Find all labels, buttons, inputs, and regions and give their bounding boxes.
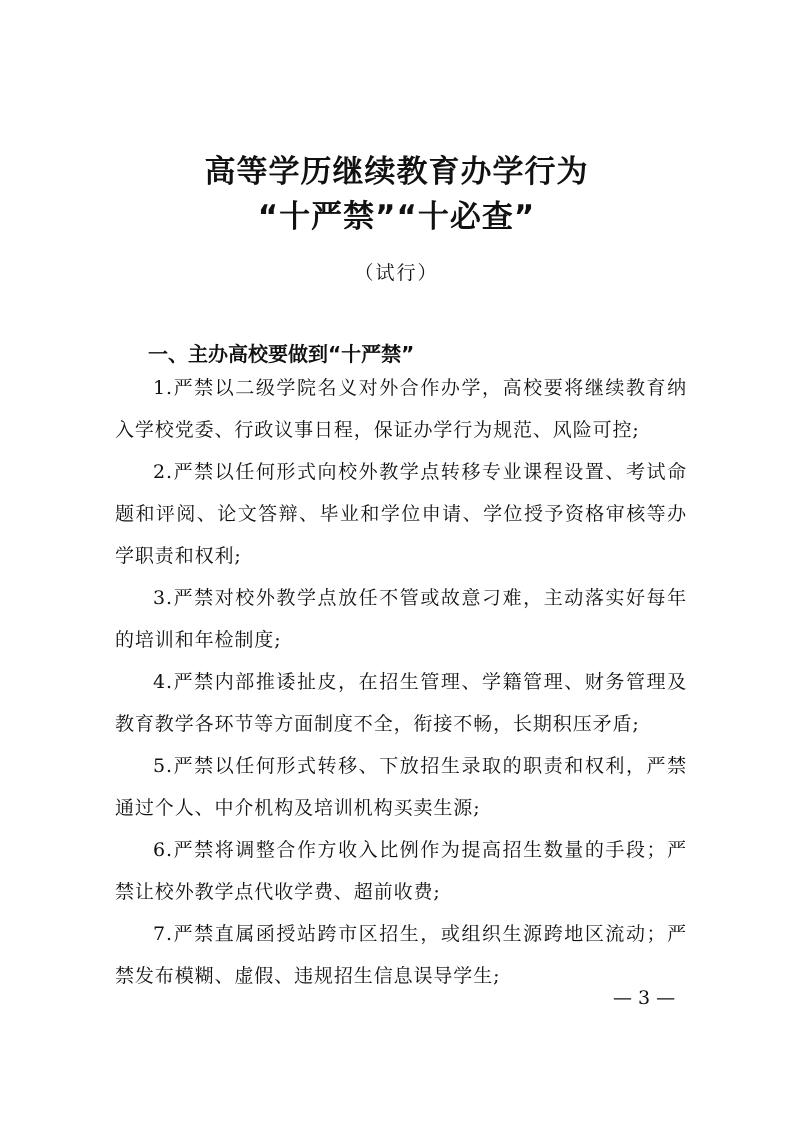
section-heading: 一、主办高校要做到“十严禁” <box>148 342 415 366</box>
rule-item-1: 1.严禁以二级学院名义对外合作办学，高校要将继续教育纳入学校党委、行政议事日程，保证办学行为规范、风险可控; <box>115 377 687 441</box>
rule-item-2: 2.严禁以任何形式向校外教学点转移专业课程设置、考试命题和评阅、论文答辩、毕业和学位申请、学位授予资格审核等办学职责和权利; <box>115 461 687 567</box>
document-title-line-1: 高等学历继续教育办学行为 <box>204 154 589 190</box>
rule-item-6: 6.严禁将调整合作方收入比例作为提高招生数量的手段；严禁让校外教学点代收学费、超前收费; <box>115 839 687 903</box>
document-title-line-2: “十严禁”“十必查” <box>257 199 536 235</box>
rule-item-5: 5.严禁以任何形式转移、下放招生录取的职责和权利，严禁通过个人、中介机构及培训机构买卖生源; <box>115 755 687 819</box>
page-number: — 3 — <box>613 987 676 1009</box>
document-subtitle: （试行） <box>354 262 439 284</box>
rule-item-3: 3.严禁对校外教学点放任不管或故意刁难，主动落实好每年的培训和年检制度; <box>115 587 687 651</box>
rule-item-7: 7.严禁直属函授站跨市区招生，或组织生源跨地区流动；严禁发布模糊、虚假、违规招生信息误导学生; <box>115 923 687 987</box>
rule-item-4: 4.严禁内部推诿扯皮，在招生管理、学籍管理、财务管理及教育教学各环节等方面制度不全，衔接不畅，长期积压矛盾; <box>115 671 687 735</box>
